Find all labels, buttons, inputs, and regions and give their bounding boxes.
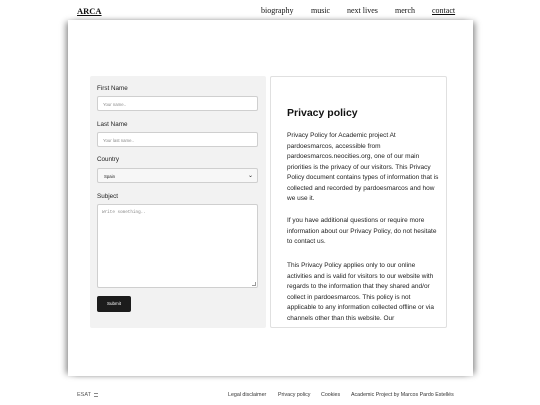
logo-mark-icon: [94, 393, 98, 397]
top-navigation: [0, 0, 540, 20]
first-name-label: First Name: [97, 85, 128, 92]
contact-form: [90, 76, 266, 328]
privacy-paragraph: If you have additional questions or require more information about our Privacy Policy, do not hesitate to contact us.: [287, 217, 437, 245]
subject-label: Subject: [97, 193, 119, 200]
first-name-input[interactable]: Your name..: [97, 96, 258, 111]
resize-handle-icon[interactable]: [252, 282, 256, 286]
nav-link-next-lives[interactable]: next lives: [347, 6, 378, 15]
submit-button[interactable]: Submit: [97, 296, 131, 312]
brand-link[interactable]: ARCA: [77, 6, 102, 16]
country-select[interactable]: [97, 168, 258, 183]
footer-credit: Academic Project by Marcos Pardo Estellés: [351, 392, 454, 398]
country-select-value: Spain: [104, 173, 115, 179]
chevron-down-icon: ⌄: [247, 173, 253, 179]
nav-link-merch[interactable]: merch: [395, 6, 415, 15]
nav-link-contact[interactable]: contact: [432, 6, 456, 15]
privacy-paragraph: Privacy Policy for Academic project At pardoesmarcos, accessible from pardoesmarcos.neocities.org, one of our main priorities is the privacy of our visitors. This Privacy Policy document contains types of information that is collected and recorded by pardoesmarcos and how we use it.: [287, 132, 439, 202]
footer-logo-text: ESAT: [77, 392, 91, 398]
privacy-policy-card: [270, 76, 447, 328]
subject-textarea[interactable]: [97, 204, 258, 288]
subject-placeholder: Write something..: [102, 210, 146, 215]
last-name-label: Last Name: [97, 121, 128, 128]
nav-link-biography[interactable]: biography: [261, 6, 294, 15]
footer-link-privacy[interactable]: Privacy policy: [278, 392, 311, 398]
privacy-title: Privacy policy: [287, 107, 358, 119]
last-name-input[interactable]: Your last name..: [97, 132, 258, 147]
privacy-paragraph: This Privacy Policy applies only to our online activities and is valid for visitors to our website with regards to the information that they shared and/or collect in pardoesmarcos. This policy is not applicable to any information collected offline or via channels other than this website. Our: [287, 262, 434, 322]
footer-link-legal[interactable]: Legal disclaimer: [228, 392, 267, 398]
footer-logo: [77, 392, 98, 398]
footer-link-cookies[interactable]: Cookies: [321, 392, 341, 398]
footer: [0, 385, 540, 405]
country-label: Country: [97, 156, 120, 163]
nav-link-music[interactable]: music: [311, 6, 331, 15]
